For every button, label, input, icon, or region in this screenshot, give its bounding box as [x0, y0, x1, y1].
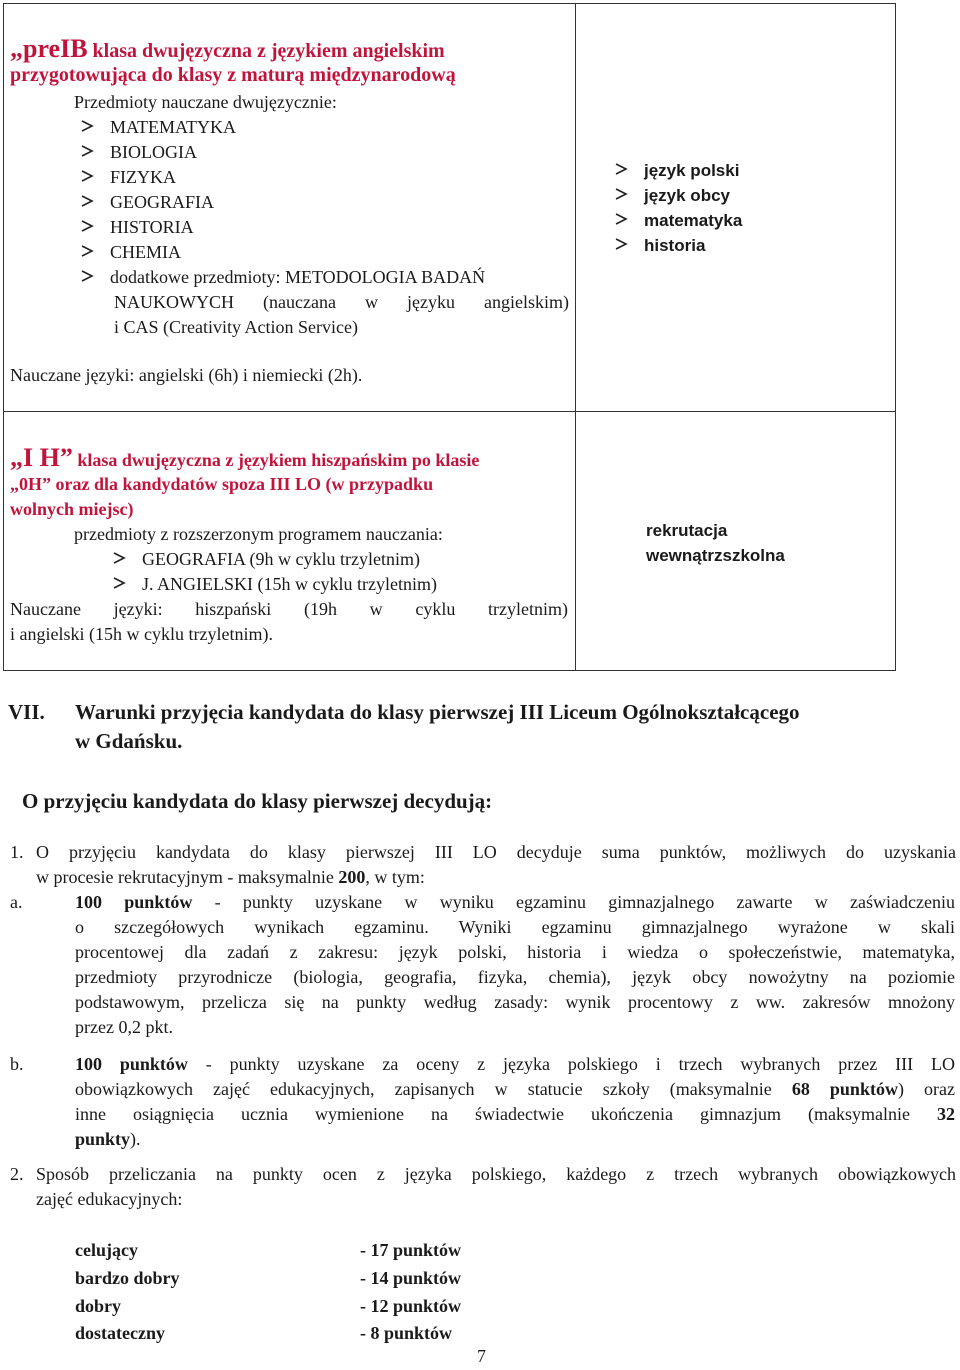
list-item: FIZYKA [80, 165, 176, 190]
paragraph-2-number: 2. [10, 1164, 24, 1184]
list-item: GEOGRAFIA (9h w cyklu trzyletnim) [112, 547, 420, 572]
arrow-bullet-icon [80, 269, 96, 283]
arrow-bullet-icon [614, 212, 630, 226]
paragraph-a-line3: procentowej dla zadań z zakresu: język polski, historia i wiedza o społeczeństwie, matematyka, [75, 942, 955, 962]
arrow-bullet-icon [112, 551, 128, 565]
class-ih-title-line2: „0H” oraz dla kandydatów spoza III LO (w przypadku [10, 474, 434, 494]
class-ib-title: „preIB klasa dwujęzyczna z językiem angielskim [10, 34, 445, 63]
class-ib-subtitle: przygotowująca do klasy z maturą międzynarodową [10, 64, 456, 86]
list-item: dodatkowe przedmioty: METODOLOGIA BADAŃ [80, 265, 485, 290]
paragraph-b-line2: obowiązkowych zajęć edukacyjnych, zapisanych w statucie szkoły (maksymalnie 68 punktów) oraz [75, 1079, 955, 1099]
list-item: J. ANGIELSKI (15h w cyklu trzyletnim) [112, 572, 437, 597]
class-ih-prefix: „I H” [10, 443, 73, 472]
class-ib-languages: Nauczane języki: angielski (6h) i niemiecki (2h). [10, 365, 363, 385]
grade-points: - 8 punktów [360, 1323, 453, 1343]
page-number: 7 [477, 1346, 486, 1366]
class-ih-languages-line2: i angielski (15h w cyklu trzyletnim). [10, 624, 273, 644]
paragraph-1-line2: w procesie rekrutacyjnym - maksymalnie 200, w tym: [36, 867, 425, 887]
list-item: MATEMATYKA [80, 115, 236, 140]
arrow-bullet-icon [80, 194, 96, 208]
class-ih-extended-intro: przedmioty z rozszerzonym programem nauczania: [74, 524, 443, 544]
paragraph-2-line2: zajęć edukacyjnych: [36, 1189, 183, 1209]
grade-points: - 17 punktów [360, 1240, 462, 1260]
class-ib-extra-line3: i CAS (Creativity Action Service) [114, 317, 358, 337]
class-ih-languages-line1: Nauczane języki: hiszpański (19h w cyklu trzyletnim) [10, 599, 568, 619]
arrow-bullet-icon [80, 119, 96, 133]
list-item: język obcy [614, 183, 730, 208]
list-item: BIOLOGIA [80, 140, 197, 165]
list-item: CHEMIA [80, 240, 181, 265]
arrow-bullet-icon [80, 144, 96, 158]
section-title-line2: w Gdańsku. [75, 729, 183, 753]
paragraph-a-line2: o szczegółowych wynikach egzaminu. Wyniki egzaminu gimnazjalnego wyrażone w skali [75, 917, 955, 937]
paragraph-b-line1: 100 punktów - punkty uzyskane za oceny z języka polskiego i trzech wybranych przez III LO [75, 1054, 955, 1074]
paragraph-a-line4: przedmioty przyrodnicze (biologia, geografia, fizyka, chemia), język obcy nowożytny na poziomie [75, 967, 955, 987]
paragraph-2-line1: Sposób przeliczania na punkty ocen z języka polskiego, każdego z trzech wybranych obowiązkowych [36, 1164, 956, 1184]
paragraph-a-line1: 100 punktów - punkty uzyskane w wyniku egzaminu gimnazjalnego zawarte w zaświadczeniu [75, 892, 955, 912]
list-item: historia [614, 233, 705, 258]
paragraph-a-letter: a. [10, 892, 23, 912]
paragraph-1-line1: O przyjęciu kandydata do klasy pierwszej III LO decyduje suma punktów, możliwych do uzyskania [36, 842, 956, 862]
arrow-bullet-icon [112, 576, 128, 590]
grade-points: - 14 punktów [360, 1268, 462, 1288]
paragraph-a-line5: podstawowym, przelicza się na punkty według zasady: wynik procentowy z ww. zakresów mnożony [75, 992, 955, 1012]
list-item: język polski [614, 158, 739, 183]
class-ib-extra-line2: NAUKOWYCH (nauczana w języku angielskim) [114, 292, 569, 312]
paragraph-b-line4: punkty). [75, 1129, 141, 1149]
section-number: VII. [8, 700, 45, 724]
class-ih-title-line3: wolnych miejsc) [10, 499, 134, 519]
recruitment-line2: wewnątrzszkolna [646, 546, 785, 565]
section-title-line1: Warunki przyjęcia kandydata do klasy pierwszej III Liceum Ogólnokształcącego [75, 700, 800, 724]
arrow-bullet-icon [80, 244, 96, 258]
grade-name: dostateczny [75, 1323, 165, 1343]
arrow-bullet-icon [614, 187, 630, 201]
paragraph-a-line6: przez 0,2 pkt. [75, 1017, 173, 1037]
arrow-bullet-icon [80, 219, 96, 233]
arrow-bullet-icon [614, 237, 630, 251]
grade-name: dobry [75, 1296, 122, 1316]
list-item: GEOGRAFIA [80, 190, 214, 215]
paragraph-1-number: 1. [10, 842, 24, 862]
class-ih-title: „I H” klasa dwujęzyczna z językiem hiszpańskim po klasie [10, 443, 480, 472]
list-item: HISTORIA [80, 215, 194, 240]
paragraph-b-line3: inne osiągnięcia ucznia wymienione na świadectwie ukończenia gimnazjum (maksymalnie 32 [75, 1104, 955, 1124]
table-cell-ih-right [575, 411, 896, 671]
section-subheading: O przyjęciu kandydata do klasy pierwszej decydują: [22, 789, 493, 813]
grade-name: celujący [75, 1240, 138, 1260]
grade-points: - 12 punktów [360, 1296, 462, 1316]
arrow-bullet-icon [80, 169, 96, 183]
list-item: matematyka [614, 208, 742, 233]
class-ib-subjects-intro: Przedmioty nauczane dwujęzycznie: [74, 92, 337, 112]
grade-name: bardzo dobry [75, 1268, 180, 1288]
recruitment-line1: rekrutacja [646, 521, 728, 540]
paragraph-b-letter: b. [10, 1054, 24, 1074]
arrow-bullet-icon [614, 162, 630, 176]
class-ib-prefix: „preIB [10, 34, 88, 63]
